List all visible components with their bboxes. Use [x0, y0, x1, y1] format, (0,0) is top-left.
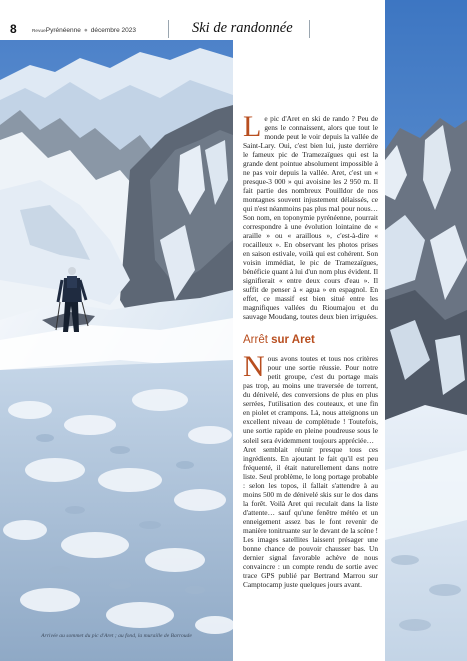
body-paragraph-2: Aret semblait réunir presque tous ces ingrédients. En ajoutant le fait qu'il est peu fréquenté, il était naturellement dans notre liste. Seul problème, le long portage probable : selon les topos, il fallait s'attendre à au moins 500 m de dénivelé skis sur le dos dans la forêt. Voilà Aret qui reculait dans la liste d'attente… sauf qu'une fenêtre météo et un enneigement assez bas le font revenir de manière tonitruante sur le devant de la scène ! Les images satellites laissent présager une bonne chance de pouvoir chausser bas. Un dernier signal favorable achève de nous convaincre : un compte rendu de sortie avec trace GPS publié par Bertrand Marrou sur Camptocamp juste quelques jours avant. [243, 444, 378, 589]
intro-dropcap: L [243, 110, 262, 143]
header-divider-left [168, 20, 169, 38]
body-text: ous avons toutes et tous nos critères pour une sortie réussie. Pour notre petit groupe, c'est du portage mais pas trop, au moins une traversée de torrent, du dénivelé, des conversions de plus en plus serrées, l'utilisation des couteaux, et une fin en piolet et crampons. Là, nous atteignons un excellent niveau de complétude ! Toutefois, une sortie rapide en pleine poudreuse sous le soleil sera évidemment toujours appréciée… [243, 354, 378, 445]
body-paragraph [243, 350, 378, 445]
intro-paragraph [243, 110, 378, 214]
summit-photo [0, 40, 233, 661]
intro-text: e pic d'Aret en ski de rando ? Peu de gens le connaissent, alors que tout le monde peut le voir depuis la vallée de Saint-Lary. Oui, c'est bien lui, juste derrière le fameux pic de Tramezaïgues qui est la grande dent pointue absolument impossible à ne pas voir depuis la vallée. Aret, c'est un « presque-3 000 » qui avoisine les 2 950 m. Il fait partie des nombreux Pouilldor de nos montagnes souvent injustement délaissés, ce qui n'est néanmoins pas plus mal pour nous… [243, 114, 378, 214]
subheading-word-1: Arrêt [243, 334, 268, 347]
section-title: Ski de randonnée [192, 20, 293, 36]
side-photo [385, 0, 467, 661]
photo-caption: Arrivée au sommet du pic d'Aret ; au fond, la muraille de Barroude [41, 633, 192, 639]
magazine-name: Pyrénéenne [45, 27, 81, 34]
issue-date: décembre 2023 [90, 27, 136, 34]
body-dropcap: N [243, 350, 265, 384]
article-subheading [243, 334, 378, 346]
intro-paragraph-2: Son nom, en toponymie pyrénéenne, pourrait correspondre à une évolution lointaine de « araille » ou « araillous », c'est-à-dire « rocailleux ». En observant les photos prises en saison estivale, voilà qui est cohérent. Son voisin immédiat, le pic de Tramezaïgues, bénéficie quant à lui d'un nom plus évident. Il signifierait « entre deux cours d'eau ». Il suffit de penser à « agua » en espagnol. En effet, ce massif est bien situé entre les magnifiques vallées du Rioumajou et du sauvage Moudang, toutes deux bien irriguées. [243, 213, 378, 322]
header-divider-right [309, 20, 310, 38]
article-column [243, 110, 378, 589]
subheading-word-2: sur Aret [271, 334, 315, 347]
page-number: 8 [10, 22, 17, 36]
magazine-prefix: Revue [32, 28, 46, 33]
magazine-line [32, 27, 136, 34]
summit-photo-image [0, 40, 233, 661]
side-photo-image [385, 0, 467, 661]
page-header [0, 0, 385, 40]
separator-dot: ● [83, 27, 88, 34]
